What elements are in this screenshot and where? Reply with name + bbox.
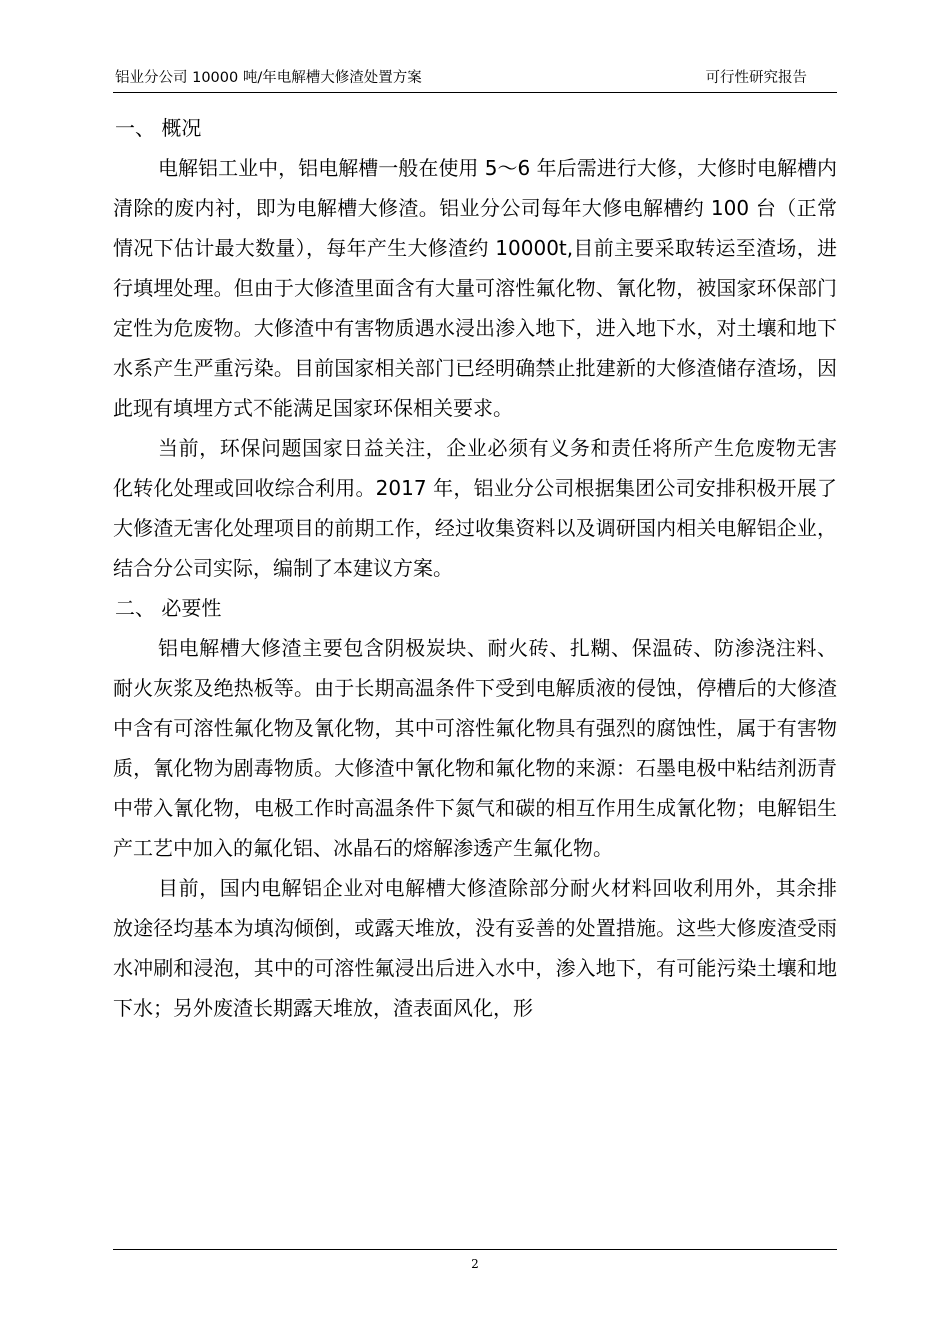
necessity-paragraph-1: 铝电解槽大修渣主要包含阴极炭块、耐火砖、扎糊、保温砖、防渗浇注料、耐火灰浆及绝热板等。由于长期高温条件下受到电解质液的侵蚀，停槽后的大修渣中含有可溶性氟化物及氰化物，其中可溶性氟化物具有强烈的腐蚀性，属于有害物质，氰化物为剧毒物质。大修渣中氰化物和氟化物的来源：石墨电极中粘结剂沥青中带入氰化物，电极工作时高温条件下氮气和碳的相互作用生成氰化物；电解铝生产工艺中加入的氟化铝、冰晶石的熔解渗透产生氟化物。 <box>113 636 837 860</box>
section-heading-overview: 一、 概况 <box>115 116 202 140</box>
document-body <box>113 108 837 1028</box>
overview-paragraph-1: 电解铝工业中，铝电解槽一般在使用 5～6 年后需进行大修，大修时电解槽内清除的废内衬，即为电解槽大修渣。铝业分公司每年大修电解槽约 100 台（正常情况下估计最大数量），每年产生大修渣约 10000t,目前主要采取转运至渣场，进行填埋处理。但由于大修渣里面含有大量可溶性氟化物、氰化物，被国家环保部门定性为危废物。大修渣中有害物质遇水浸出渗入地下，进入地下水，对土壤和地下水系产生严重污染。目前国家相关部门已经明确禁止批建新的大修渣储存渣场，因此现有填埋方式不能满足国家环保相关要求。 <box>113 156 837 420</box>
header-report-type: 可行性研究报告 <box>705 70 807 86</box>
header-title: 铝业分公司 10000 吨/年电解槽大修渣处置方案 <box>115 70 422 86</box>
page-header <box>113 66 837 93</box>
overview-paragraph-2: 当前，环保问题国家日益关注，企业必须有义务和责任将所产生危废物无害化转化处理或回收综合利用。2017 年，铝业分公司根据集团公司安排积极开展了大修渣无害化处理项目的前期工作，经过收集资料以及调研国内相关电解铝企业，结合分公司实际，编制了本建议方案。 <box>113 436 837 580</box>
footer-divider <box>113 1249 837 1250</box>
page-number: 2 <box>471 1257 479 1271</box>
section-heading-necessity: 二、 必要性 <box>115 596 222 620</box>
necessity-paragraph-2: 目前，国内电解铝企业对电解槽大修渣除部分耐火材料回收利用外，其余排放途径均基本为填沟倾倒，或露天堆放，没有妥善的处置措施。这些大修废渣受雨水冲刷和浸泡，其中的可溶性氟浸出后进入水中，渗入地下，有可能污染土壤和地下水；另外废渣长期露天堆放，渣表面风化，形 <box>113 876 837 1020</box>
